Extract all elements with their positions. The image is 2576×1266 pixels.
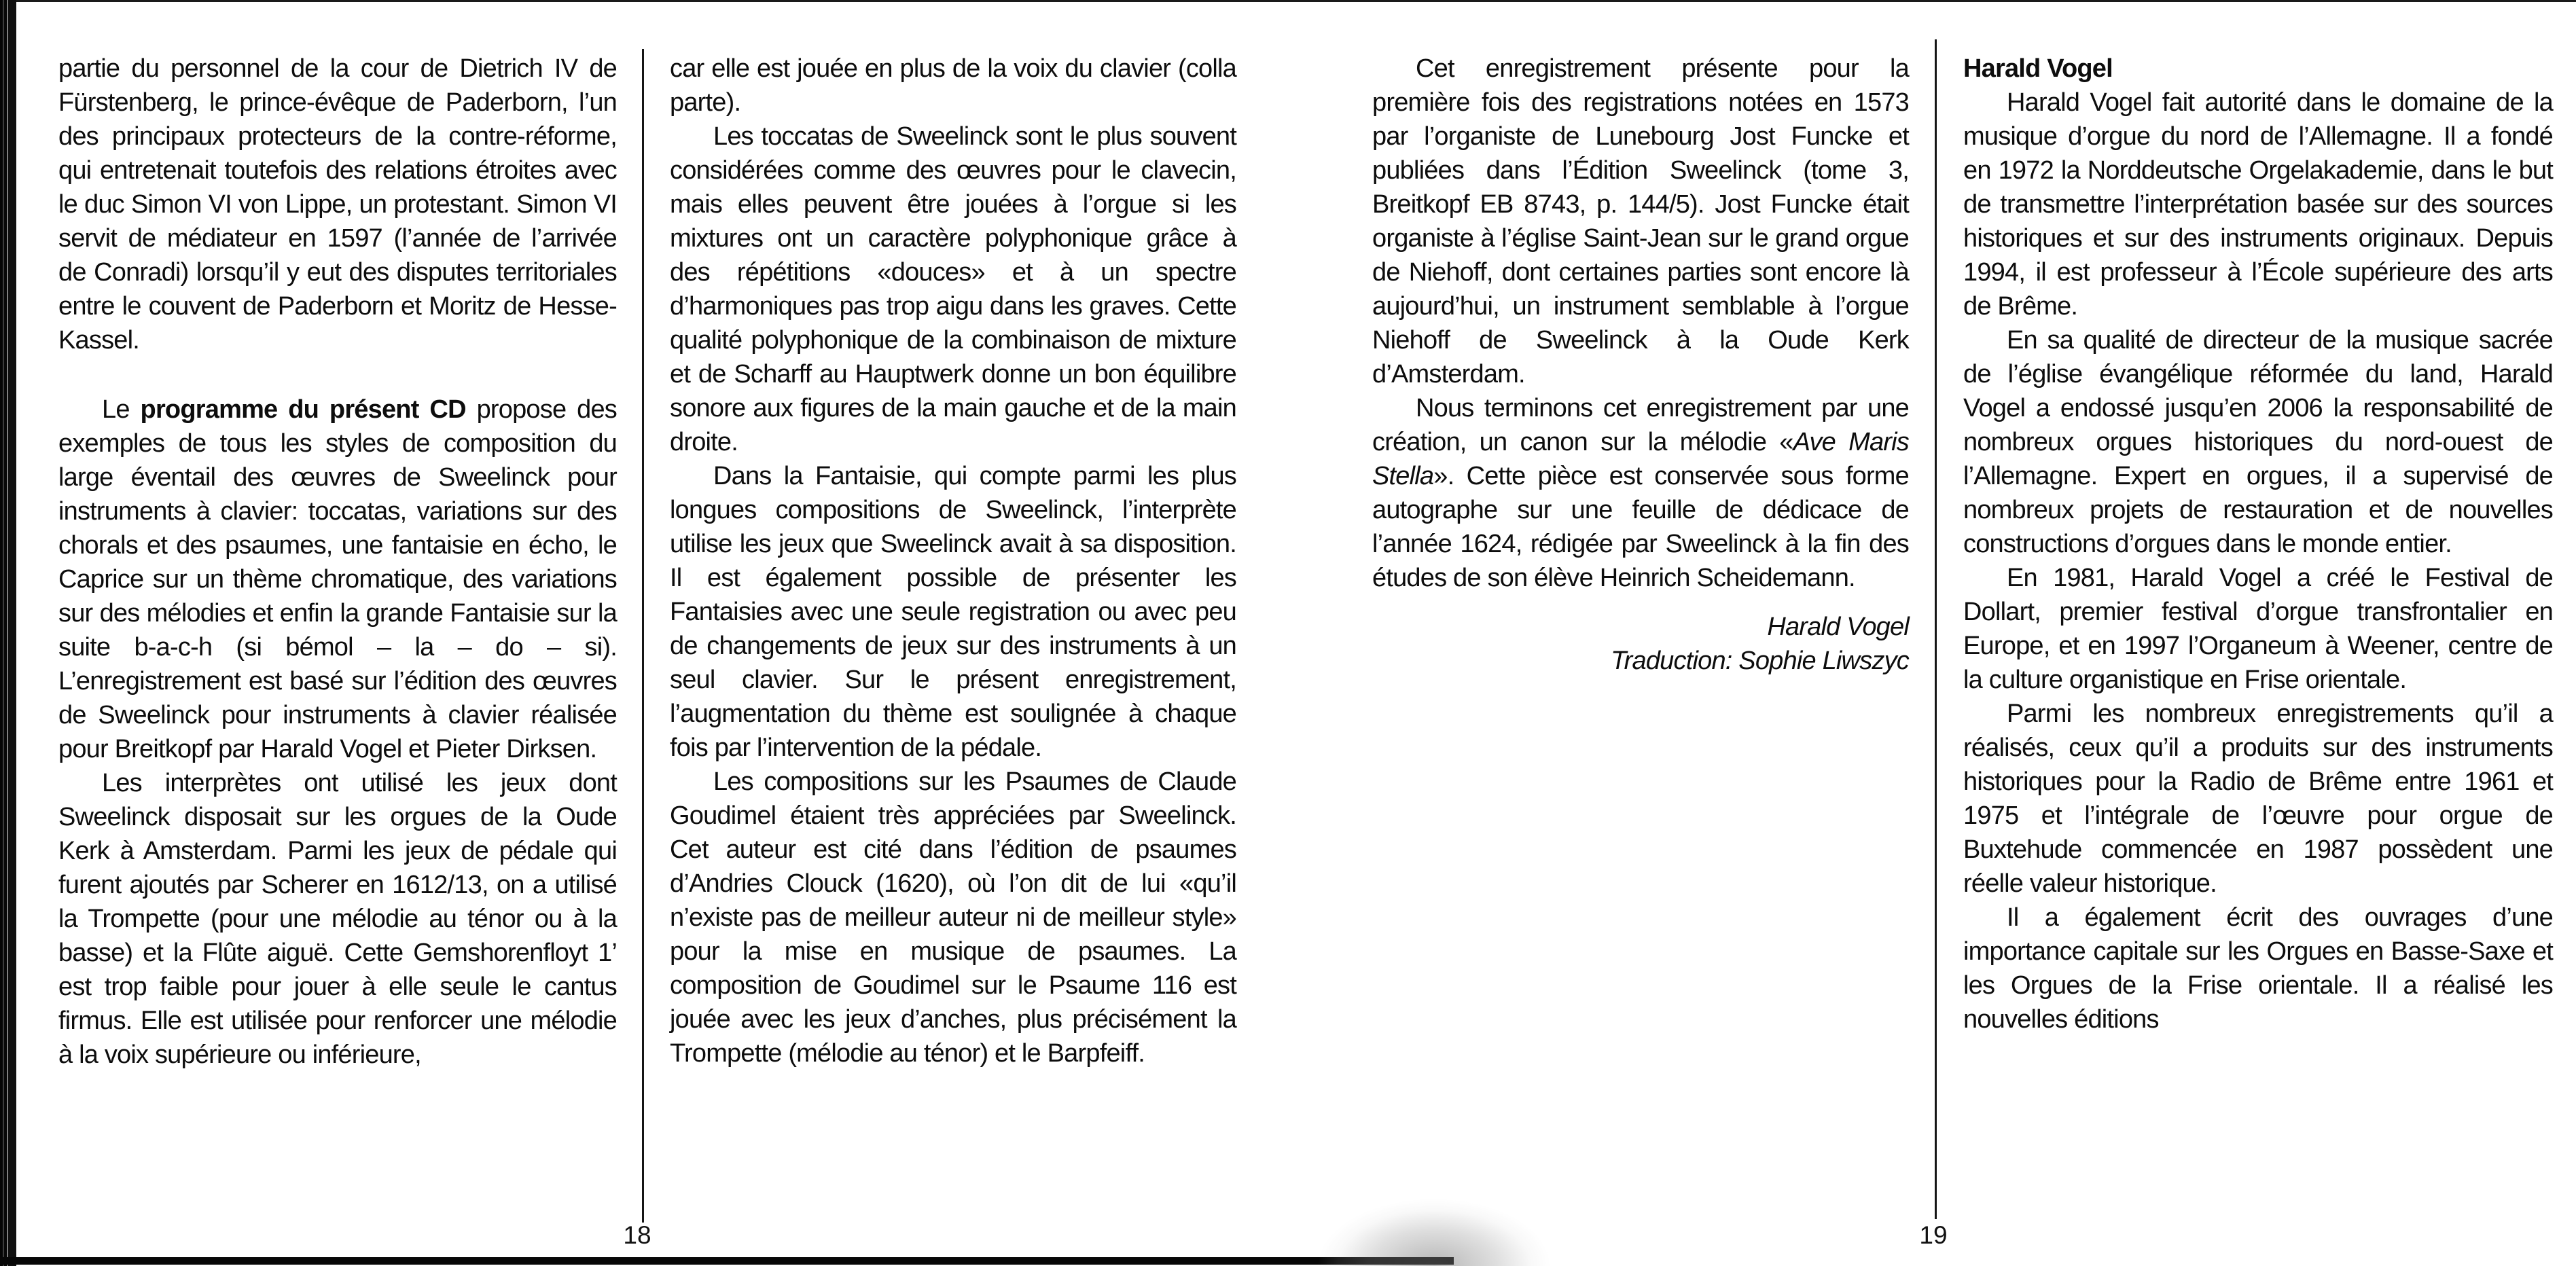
paragraph: Harald Vogel fait autorité dans le domaine de la musique d’orgue du nord de l’Allemagne. Il a fondé en 1972 la Norddeutsche Orgelakademie, dans le but de transmettre l’interprétation basée sur des sources historiques et sur des instruments originaux. Depuis 1994, il est professeur à l’École supérieure des arts de Brême. xyxy=(1963,88,2553,321)
page-18-column-left xyxy=(58,52,617,1072)
paragraph: Traduction: Sophie Liwszyc xyxy=(1611,647,1909,675)
paragraph: Il a également écrit des ouvrages d’une importance capitale sur les Orgues en Basse-Saxe et les Orgues de la Frise orientale. Il a réalisé les nouvelles éditions xyxy=(1963,903,2553,1034)
paragraph: Parmi les nombreux enregistrements qu’il a réalisés, ceux qu’il a produits sur des instruments historiques pour la Radio de Brême entre 1961 et 1975 et l’intégrale de l’œuvre pour orgue de Buxtehude commencée en 1987 possèdent une réelle valeur historique. xyxy=(1963,700,2553,898)
paragraph: Les toccatas de Sweelinck sont le plus souvent considérées comme des œuvres pour le clavecin, mais elles peuvent être jouées à l’orgue si les mixtures ont un caractère polyphonique grâce à des répétitions «douces» et à un spectre d’harmoniques pas trop aigu dans les graves. Cette qualité polyphonique de la combinaison de mixture et de Scharff au Hauptwerk donne un bon équilibre sonore aux figures de la main gauche et de la main droite. xyxy=(670,122,1236,456)
page-number-18: 18 xyxy=(623,1221,651,1249)
paragraph: Cet enregistrement présente pour la première fois des registrations notées en 1573 par l’organiste de Lunebourg Jost Funcke et publiées dans l’Édition Sweelinck (tome 3, Breitkopf EB 8743, p. 144/5). Jost Funcke était organiste à l’église Saint-Jean sur le grand orgue de Niehoff, dont certaines parties sont encore là aujourd’hui, un instrument semblable à l’orgue Niehoff de Sweelinck à la Oude Kerk d’Amsterdam. xyxy=(1372,54,1909,388)
paragraph: En sa qualité de directeur de la musique sacrée de l’église évangélique réformée du land, Harald Vogel a endossé jusqu’en 2006 la responsabilité de nombreux orgues historiques du nord-ouest de l’Allemagne. Expert en orgues, il a supervisé de nombreux projets de restauration et de nouvelles constructions d’orgues dans le monde entier. xyxy=(1963,326,2553,558)
paragraph: Les compositions sur les Psaumes de Claude Goudimel étaient très appréciées par Sweelinck. Cet auteur est cité dans l’édition de psaumes d’Andries Clouck (1620), où l’on dit de lui «qu’il n’existe pas de meilleur auteur ni de meilleur style» pour la mise en musique de psaumes. La composition de Goudimel sur le Psaume 116 est jouée avec les jeux d’anches, plus précisément la Trompette (mélodie au ténor) et le Barpfeiff. xyxy=(670,767,1236,1068)
paragraph: Nous terminons cet enregistrement par une création, un canon sur la mélodie «Ave Maris Stella». Cette pièce est conservée sous forme autographe sur une feuille de dédicace de l’année 1624, rédigée par Sweelinck à la fin des études de son élève Heinrich Scheidemann. xyxy=(1372,394,1909,592)
paragraph: Dans la Fantaisie, qui compte parmi les plus longues compositions de Sweelinck, l’interprète utilise les jeux que Sweelinck avait à sa disposition. Il est également possible de présenter les Fantaisies avec une seule registration ou avec peu de changements de jeux sur des instruments à un seul clavier. Sur le présent enregistrement, l’augmentation du thème est soulignée à chaque fois par l’intervention de la pédale. xyxy=(670,462,1236,762)
page-19-column-right xyxy=(1963,52,2553,1036)
gutter-shadow xyxy=(1318,1175,1576,1266)
top-scan-line xyxy=(16,0,2576,2)
paragraph: En 1981, Harald Vogel a créé le Festival de Dollart, premier festival d’orgue transfrontalier en Europe, et en 1997 l’Organeum à Weener, centre de la culture organistique en Frise orientale. xyxy=(1963,564,2553,694)
paragraph: car elle est jouée en plus de la voix du clavier (colla parte). xyxy=(670,54,1236,117)
paragraph: Les interprètes ont utilisé les jeux dont Sweelinck disposait sur les orgues de la Oude Kerk à Amsterdam. Parmi les jeux de pédale qui furent ajoutés par Scherer en 1612/13, on a utilisé la Trompette (pour une mélodie au ténor ou à la basse) et la Flûte aiguë. Cette Gemshorenfloyt 1’ est trop faible pour jouer à elle seule le cantus firmus. Elle est utilisée pour renforcer une mélodie à la voix supérieure ou inférieure, xyxy=(58,769,617,1069)
paragraph: Le programme du présent CD propose des exemples de tous les styles de composition du large éventail des œuvres de Sweelinck pour instruments à clavier: toccatas, variations sur des chorals et des psaumes, une fantaisie en écho, le Caprice sur un thème chromatique, des variations sur des mélodies et enfin la grande Fantaisie sur la suite b-a-c-h (si bémol – la – do – si). L’enregistrement est basé sur l’édition des œuvres de Sweelinck pour instruments à clavier réalisée pour Breitkopf par Harald Vogel et Pieter Dirksen. xyxy=(58,395,618,763)
page-19-column-left xyxy=(1372,52,1909,678)
page-number-19: 19 xyxy=(1919,1221,1948,1249)
page-18-column-divider xyxy=(642,49,644,1223)
booklet-spine-edge xyxy=(0,0,16,1266)
bottom-scan-line xyxy=(0,1257,1454,1265)
page-18-column-right xyxy=(670,52,1236,1070)
paragraph: Harald Vogel xyxy=(1767,613,1909,641)
page-19-column-divider xyxy=(1935,39,1937,1219)
paragraph: Harald Vogel xyxy=(1963,54,2113,83)
paragraph: partie du personnel de la cour de Dietrich IV de Fürstenberg, le prince-évêque de Paderborn, l’un des principaux protecteurs de la contre-réforme, qui entretenait toutefois des relations étroites avec le duc Simon VI von Lippe, un protestant. Simon VI servit de médiateur en 1597 (l’année de l’arrivée de Conradi) lorsqu’il y eut des disputes territoriales entre le couvent de Paderborn et Moritz de Hesse-Kassel. xyxy=(58,54,617,355)
